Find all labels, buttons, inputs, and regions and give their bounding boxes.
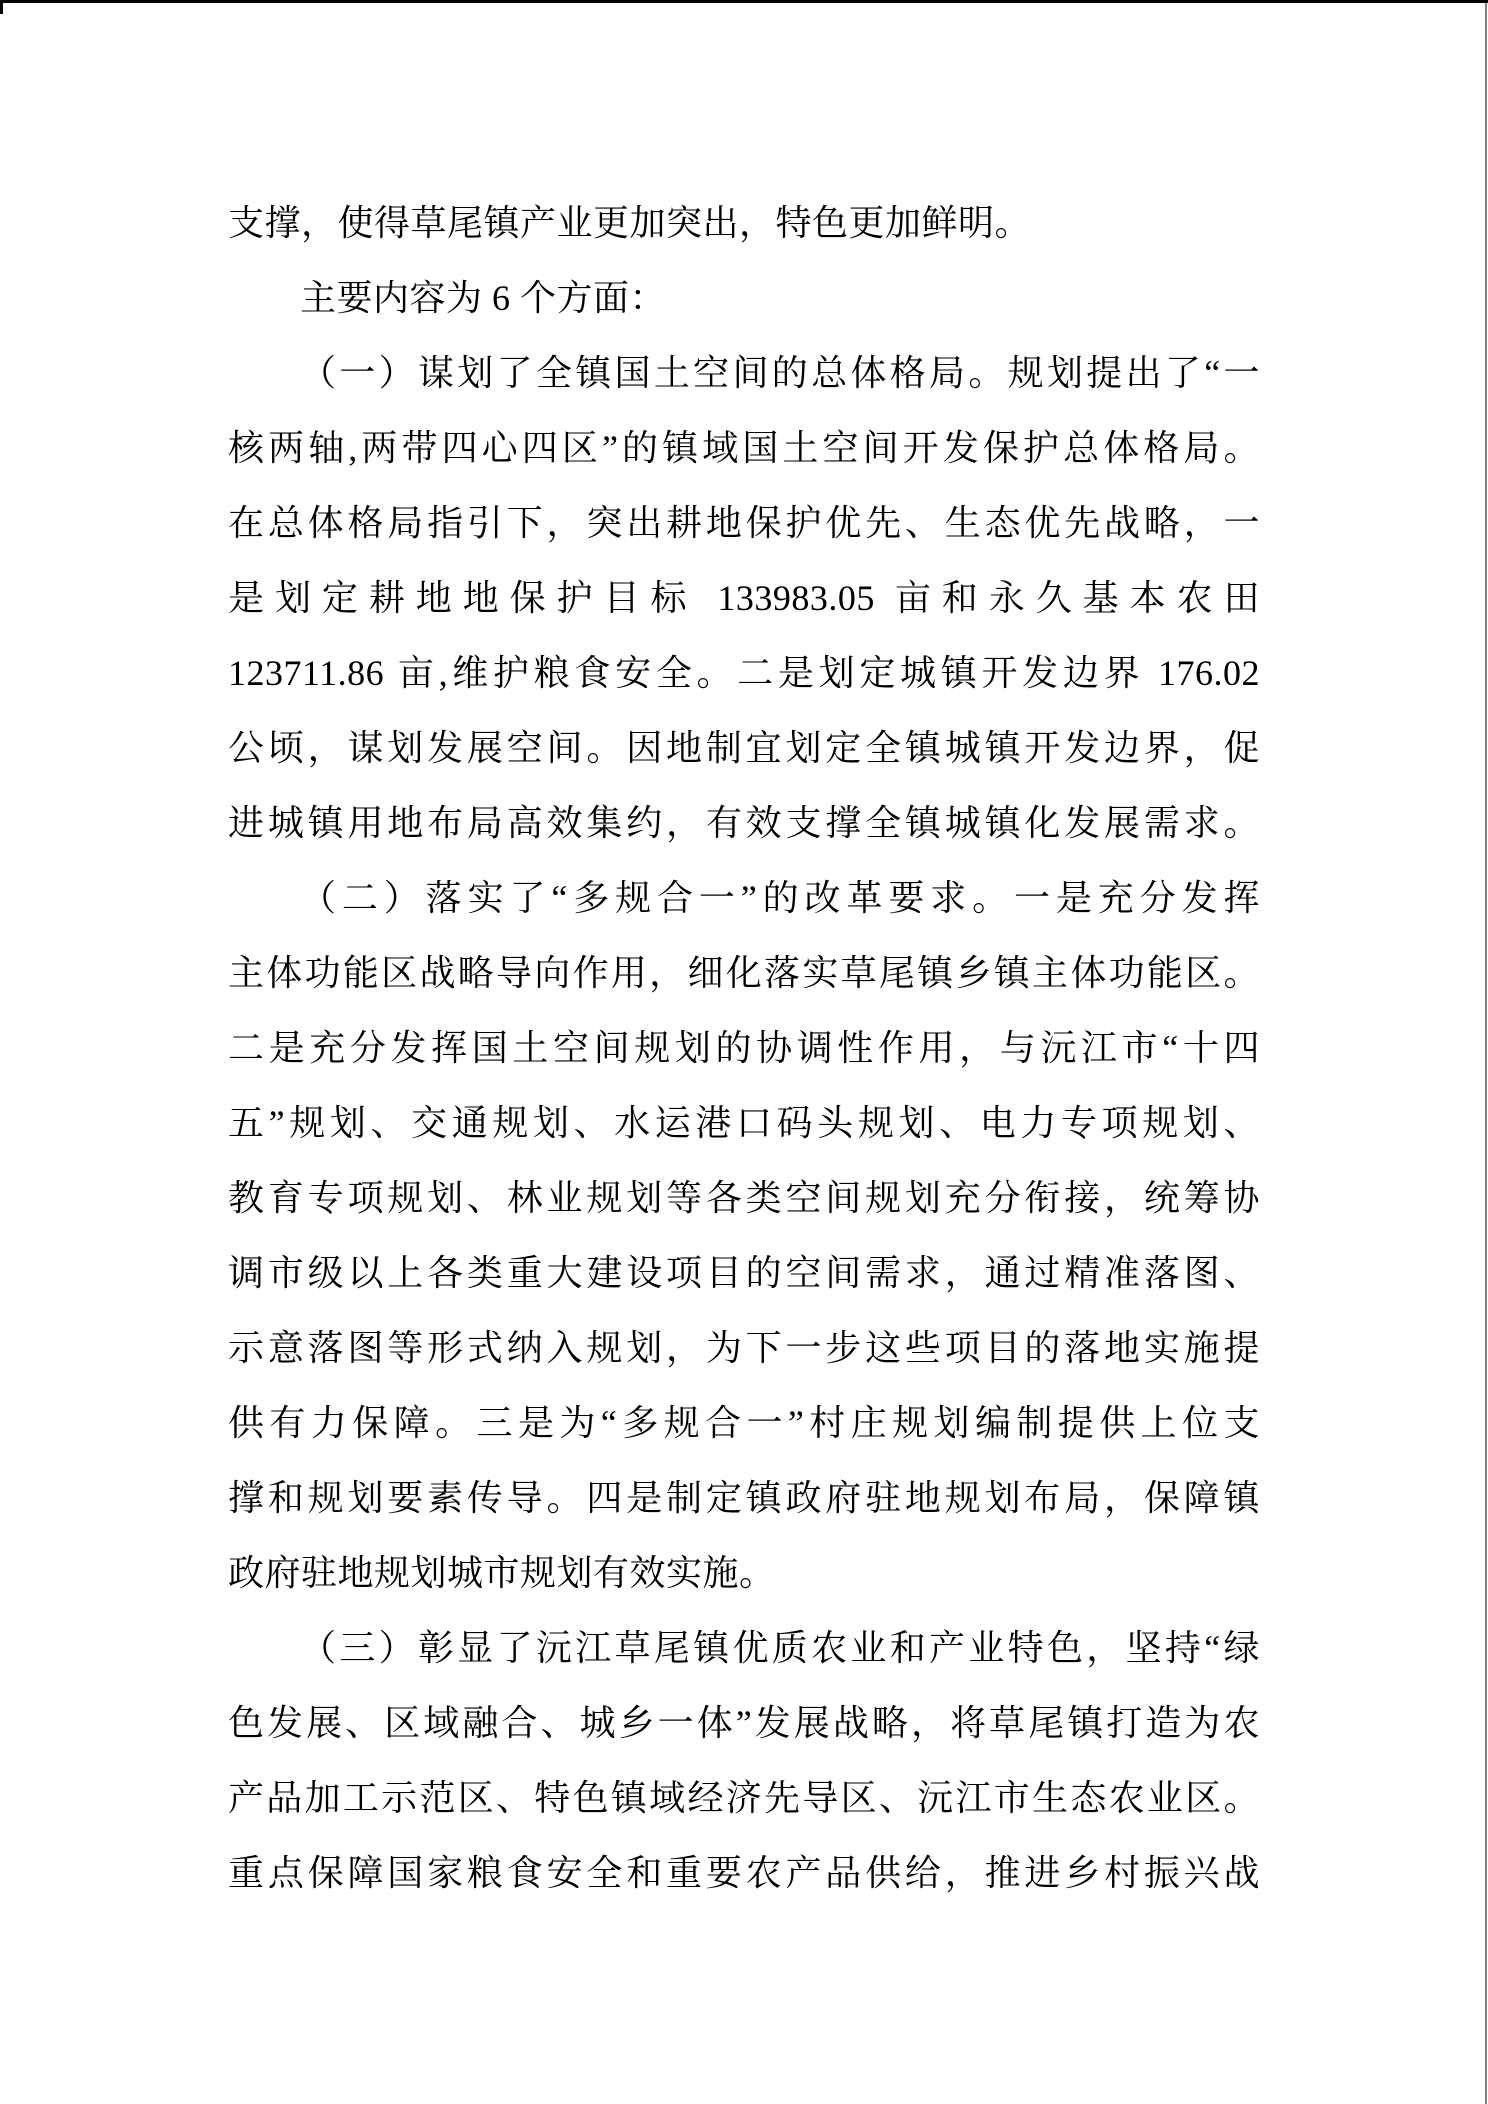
text-line: 示意落图等形式纳入规划，为下一步这些项目的落地实施提 xyxy=(228,1328,1260,1368)
text-line: 主要内容为 6 个方面： xyxy=(300,278,667,318)
text-line: 核两轴,两带四心四区”的镇域国土空间开发保护总体格局。 xyxy=(228,428,1260,468)
text-line: 色发展、区域融合、城乡一体”发展战略，将草尾镇打造为农 xyxy=(228,1703,1260,1743)
text-line: （二）落实了“多规合一”的改革要求。一是充分发挥 xyxy=(300,878,1260,918)
window-top-border xyxy=(0,0,1488,3)
text-line: 公顷，谋划发展空间。因地制宜划定全镇城镇开发边界，促 xyxy=(228,728,1260,768)
text-line: 重点保障国家粮食安全和重要农产品供给，推进乡村振兴战 xyxy=(228,1853,1260,1893)
text-line: 供有力保障。三是为“多规合一”村庄规划编制提供上位支 xyxy=(228,1403,1260,1443)
text-line: 调市级以上各类重大建设项目的空间需求，通过精准落图、 xyxy=(228,1253,1260,1293)
text-line: 五”规划、交通规划、水运港口码头规划、电力专项规划、 xyxy=(228,1103,1260,1143)
window-left-corner-mark xyxy=(0,0,3,14)
text-line: 二是充分发挥国土空间规划的协调性作用，与沅江市“十四 xyxy=(228,1028,1260,1068)
document-text-block xyxy=(228,186,1260,1911)
text-line: 撑和规划要素传导。四是制定镇政府驻地规划布局，保障镇 xyxy=(228,1478,1260,1518)
text-line: 教育专项规划、林业规划等各类空间规划充分衔接，统筹协 xyxy=(228,1178,1260,1218)
text-line: 支撑，使得草尾镇产业更加突出，特色更加鲜明。 xyxy=(228,203,1032,243)
text-line: （一）谋划了全镇国土空间的总体格局。规划提出了“一 xyxy=(300,353,1260,393)
text-line: 政府驻地规划城市规划有效实施。 xyxy=(228,1553,776,1593)
text-line: 在总体格局指引下，突出耕地保护优先、生态优先战略，一 xyxy=(228,503,1260,543)
text-line: 123711.86 亩,维护粮食安全。二是划定城镇开发边界 176.02 xyxy=(228,653,1260,693)
text-line: 主体功能区战略导向作用，细化落实草尾镇乡镇主体功能区。 xyxy=(228,953,1260,993)
text-line: （三）彰显了沅江草尾镇优质农业和产业特色，坚持“绿 xyxy=(300,1628,1260,1668)
window-right-edge-line xyxy=(1485,3,1487,2104)
text-line: 是划定耕地地保护目标 133983.05 亩和永久基本农田 xyxy=(228,578,1260,618)
text-line: 产品加工示范区、特色镇域经济先导区、沅江市生态农业区。 xyxy=(228,1778,1260,1818)
text-line: 进城镇用地布局高效集约，有效支撑全镇城镇化发展需求。 xyxy=(228,803,1260,843)
